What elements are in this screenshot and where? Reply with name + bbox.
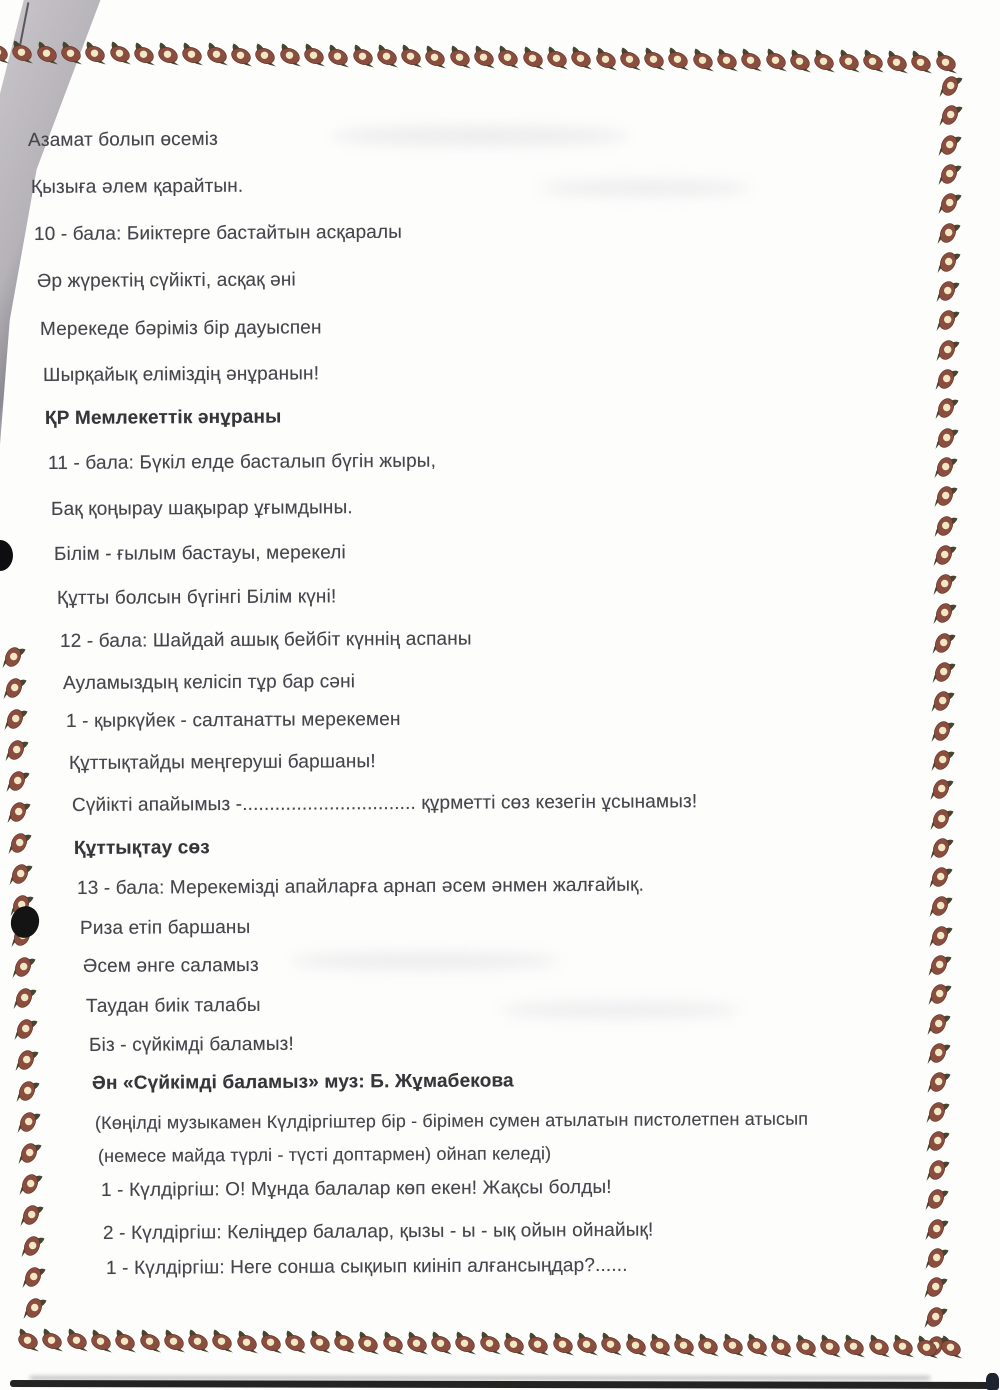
script-line: (немесе майда түрлі - түсті доптармен) ойнап келеді) [97,1143,552,1166]
script-line: Құттықтау сөз [73,837,210,859]
script-line: ҚР Мемлекеттік әнұраны [44,406,282,429]
script-line: Біз - сүйкімді баламыз! [88,1033,294,1056]
script-line: (Көңілді музыкамен Күлдіргіштер бір - бірімен сумен атылатын пистолетпен атысып [94,1108,809,1133]
script-line: 1 - Күлдіргіш: О! Мұнда балалар көп екен! Жақсы болды! [100,1176,612,1201]
script-line: Сүйікті апайымыз -................................ құрметті сөз кезегін ұсынамыз! [71,791,698,816]
script-line: Таудан биік талабы [85,994,261,1017]
script-line: 1 - Күлдіргіш: Неге сонша сықиып киініп алғансыңдар?...... [105,1254,628,1279]
script-line: 12 - бала: Шайдай ашық бейбіт күннің аспаны [59,628,472,652]
script-line: Ән «Сүйкімді баламыз» муз: Б. Жұмабекова [91,1070,514,1094]
script-line: Шырқайық еліміздің әнұранын! [42,363,320,386]
script-line: Әсем әнге саламыз [82,954,259,977]
scan-corner-blob [986,1373,999,1390]
script-line: Білім - ғылым бастауы, мерекелі [53,542,346,565]
script-line: Мерекеде бәріміз бір дауыспен [39,317,322,340]
script-line: Қызыға әлем қарайтын. [30,175,244,198]
script-line: Бақ қоңырау шақырар ұғымдыны. [50,497,353,520]
script-line: 2 - Күлдіргіш: Келіңдер балалар, қызы - ы - ық ойын ойнайық! [102,1219,654,1244]
script-line: Әр жүректің сүйікті, асқақ әні [36,269,296,292]
script-line: 13 - бала: Мерекемізді апайларға арнап әсем әнмен жалғайық. [76,874,645,899]
script-line: 11 - бала: Бүкіл елде басталып бүгін жыры, [47,450,437,474]
script-line: Азамат болып өсеміз [27,128,219,151]
script-line: Құттықтайды меңгеруші баршаны! [68,751,376,774]
script-line: Ауламыздың келісіп тұр бар сәні [62,671,356,694]
script-line: Құтты болсын бүгінгі Білім күні! [56,586,337,609]
script-line: 10 - бала: Биіктерге бастайтын асқаралы [33,221,403,245]
script-line: Риза етіп баршаны [79,916,251,939]
script-line: 1 - қыркүйек - салтанатты мерекемен [65,708,401,732]
